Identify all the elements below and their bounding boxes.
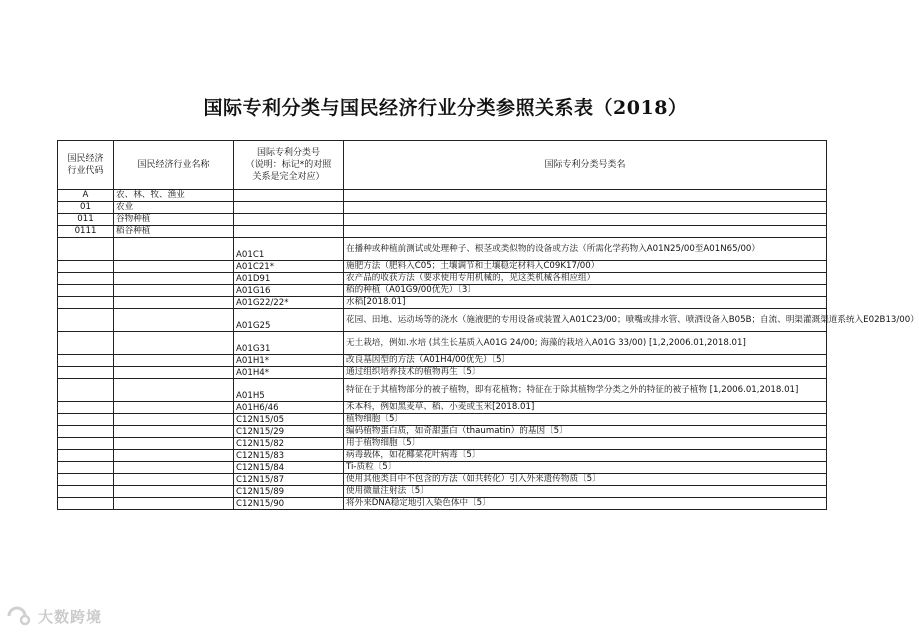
industry-name-cell: [114, 486, 234, 498]
ipc-code-cell: [234, 214, 344, 226]
ipc-description-cell: 通过组织培养技术的植物再生〔5〕: [344, 367, 827, 379]
ipc-description-cell: [344, 190, 827, 202]
table-body: [58, 190, 919, 510]
industry-code-cell: 011: [58, 214, 114, 226]
table-row: [58, 379, 827, 402]
table-row: [58, 261, 827, 273]
ipc-code-cell: A01G16: [234, 285, 344, 297]
ipc-code-cell: C12N15/89: [234, 486, 344, 498]
header-industry-code: [58, 141, 114, 190]
industry-name-cell: [114, 367, 234, 379]
table-row: [58, 226, 827, 238]
industry-name-cell: [114, 355, 234, 367]
ipc-description-cell: [344, 226, 827, 238]
ipc-description-cell: 花园、田地、运动场等的浇水（施液肥的专用设备或装置入A01C23/00；喷嘴或排水管、喷洒设备入B05B；自流、明渠灌溉渠道系统入E02B13/00）: [344, 309, 827, 332]
industry-name-cell: [114, 261, 234, 273]
ipc-description-cell: [344, 202, 827, 214]
ipc-code-cell: C12N15/29: [234, 426, 344, 438]
header-ipc-code-line2: （说明：标记*的对照: [245, 160, 332, 170]
ipc-reference-table: [57, 140, 919, 510]
ipc-description-cell: 水稻[2018.01]: [344, 297, 827, 309]
industry-code-cell: [58, 238, 114, 261]
ipc-code-cell: C12N15/05: [234, 414, 344, 426]
table-row: [58, 214, 827, 226]
ipc-code-cell: C12N15/84: [234, 462, 344, 474]
industry-code-cell: [58, 332, 114, 355]
ipc-description-cell: 稻的种植（A01G9/00优先）〔3〕: [344, 285, 827, 297]
industry-code-cell: [58, 367, 114, 379]
ipc-description-cell: 特征在于其植物部分的被子植物，即有花植物；特征在于除其植物学分类之外的特征的被子植物 [1,2006.01,2018.01]: [344, 379, 827, 402]
industry-code-cell: [58, 261, 114, 273]
table-row: [58, 486, 827, 498]
industry-name-cell: 谷物种植: [114, 214, 234, 226]
industry-code-cell: [58, 486, 114, 498]
table-row: [58, 426, 827, 438]
industry-code-cell: 0111: [58, 226, 114, 238]
ipc-code-cell: A01D91: [234, 273, 344, 285]
table-row: [58, 367, 827, 379]
industry-name-cell: 农业: [114, 202, 234, 214]
ipc-description-cell: 施肥方法（肥料入C05；土壤调节和土壤稳定材料入C09K17/00）: [344, 261, 827, 273]
industry-code-cell: [58, 438, 114, 450]
industry-name-cell: [114, 238, 234, 261]
page-title: 国际专利分类与国民经济行业分类参照关系表（2018）: [203, 97, 688, 119]
table-row: [58, 450, 827, 462]
ipc-description-cell: 植物细胞〔5〕: [344, 414, 827, 426]
ipc-code-cell: A01G22/22*: [234, 297, 344, 309]
header-ipc-description: 国际专利分类号类名: [344, 141, 827, 190]
industry-code-cell: [58, 273, 114, 285]
industry-code-cell: [58, 285, 114, 297]
ipc-description-cell: 将外来DNA稳定地引入染色体中〔5〕: [344, 498, 827, 510]
ipc-description-cell: 农产品的收获方法（要求使用专用机械的，见这类机械各相应组）: [344, 273, 827, 285]
industry-name-cell: [114, 474, 234, 486]
table-row: [58, 498, 827, 510]
industry-name-cell: [114, 402, 234, 414]
industry-code-cell: [58, 355, 114, 367]
header-industry-code-line1: 国民经济: [67, 154, 104, 164]
industry-name-cell: [114, 498, 234, 510]
ipc-code-cell: A01G31: [234, 332, 344, 355]
ipc-description-cell: 禾本科，例如黑麦草、稻、小麦或玉米[2018.01]: [344, 402, 827, 414]
industry-name-cell: [114, 379, 234, 402]
industry-code-cell: [58, 297, 114, 309]
ipc-description-cell: 用于植物细胞〔5〕: [344, 438, 827, 450]
watermark-text: 大数跨境: [38, 607, 103, 626]
industry-code-cell: [58, 450, 114, 462]
industry-code-cell: [58, 474, 114, 486]
table-row: [58, 332, 827, 355]
industry-name-cell: [114, 285, 234, 297]
watermark-logo-icon: [6, 605, 32, 627]
ipc-description-cell: 无土栽培，例如.水培 (其生长基质入A01G 24/00; 海藻的栽培入A01G 33/00) [1,2,2006.01,2018.01]: [344, 332, 827, 355]
table-row: [58, 474, 827, 486]
ipc-code-cell: [234, 226, 344, 238]
watermark: [6, 603, 102, 629]
industry-name-cell: [114, 297, 234, 309]
industry-name-cell: [114, 438, 234, 450]
table-row: [58, 297, 827, 309]
ipc-description-cell: 病毒载体，如花椰菜花叶病毒〔5〕: [344, 450, 827, 462]
industry-code-cell: 01: [58, 202, 114, 214]
ipc-code-cell: A01C1: [234, 238, 344, 261]
industry-name-cell: 农、林、牧、渔业: [114, 190, 234, 202]
ipc-code-cell: C12N15/82: [234, 438, 344, 450]
ipc-code-cell: [234, 190, 344, 202]
industry-code-cell: [58, 462, 114, 474]
ipc-description-cell: [344, 214, 827, 226]
ipc-code-cell: A01H4*: [234, 367, 344, 379]
header-ipc-code-line3: 关系是完全对应）: [252, 172, 325, 182]
industry-code-cell: A: [58, 190, 114, 202]
table-row: [58, 414, 827, 426]
header-ipc-code: [234, 141, 344, 190]
table-row: [58, 285, 827, 297]
industry-name-cell: [114, 426, 234, 438]
ipc-code-cell: A01H5: [234, 379, 344, 402]
ipc-description-cell: 在播种或种植前测试或处理种子、根茎或类似物的设备或方法（所需化学药物入A01N25/00至A01N65/00）: [344, 238, 827, 261]
industry-code-cell: [58, 379, 114, 402]
industry-name-cell: [114, 332, 234, 355]
ipc-description-cell: 使用微量注射法〔5〕: [344, 486, 827, 498]
table-row: [58, 190, 827, 202]
ipc-description-cell: 使用其他类目中不包含的方法（如共转化）引入外来遗传物质〔5〕: [344, 474, 827, 486]
ipc-code-cell: C12N15/83: [234, 450, 344, 462]
industry-code-cell: [58, 498, 114, 510]
header-industry-code-line2: 行业代码: [67, 166, 104, 176]
industry-name-cell: [114, 462, 234, 474]
ipc-code-cell: A01H1*: [234, 355, 344, 367]
industry-name-cell: 稻谷种植: [114, 226, 234, 238]
header-ipc-code-line1: 国际专利分类号: [256, 148, 320, 158]
industry-name-cell: [114, 414, 234, 426]
table-row: [58, 355, 827, 367]
table-row: [58, 402, 827, 414]
ipc-code-cell: C12N15/87: [234, 474, 344, 486]
header-industry-name: 国民经济行业名称: [114, 141, 234, 190]
ipc-description-cell: 改良基因型的方法（A01H4/00优先）〔5〕: [344, 355, 827, 367]
ipc-code-cell: A01H6/46: [234, 402, 344, 414]
ipc-code-cell: C12N15/90: [234, 498, 344, 510]
ipc-description-cell: 编码植物蛋白质，如奇甜蛋白（thaumatin）的基因〔5〕: [344, 426, 827, 438]
industry-name-cell: [114, 273, 234, 285]
table-row: [58, 238, 827, 261]
ipc-code-cell: A01C21*: [234, 261, 344, 273]
industry-code-cell: [58, 426, 114, 438]
table-row: [58, 309, 827, 332]
ipc-code-cell: [234, 202, 344, 214]
industry-name-cell: [114, 309, 234, 332]
industry-code-cell: [58, 309, 114, 332]
table-header-row: [58, 141, 827, 190]
industry-code-cell: [58, 402, 114, 414]
industry-name-cell: [114, 450, 234, 462]
ipc-description-cell: Ti-质粒〔5〕: [344, 462, 827, 474]
table-row: [58, 462, 827, 474]
table-row: [58, 438, 827, 450]
table-row: [58, 202, 827, 214]
table-row: [58, 273, 827, 285]
industry-code-cell: [58, 414, 114, 426]
ipc-code-cell: A01G25: [234, 309, 344, 332]
